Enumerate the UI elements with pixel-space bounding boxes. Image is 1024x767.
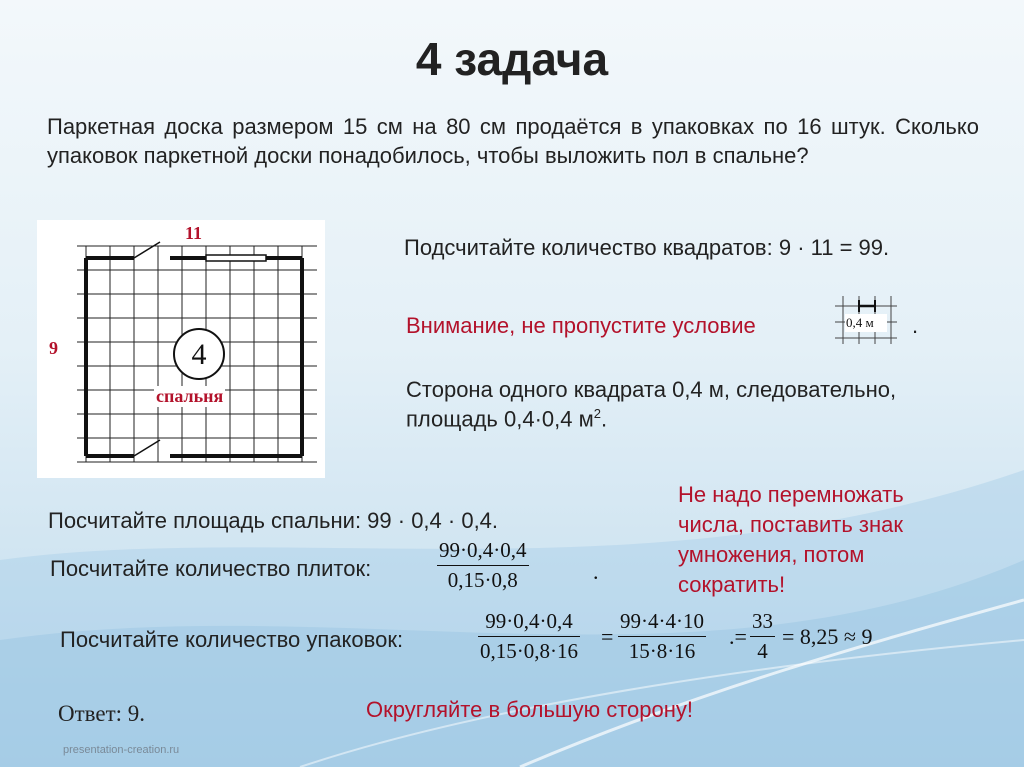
count-squares-text: Подсчитайте количество квадратов: 9 · 11 = 99. xyxy=(404,235,890,260)
tiles-step-end: . xyxy=(593,559,599,584)
packs-eq-1: = xyxy=(601,624,614,649)
plan-top-label: 11 xyxy=(185,223,203,243)
packs-fraction-3-num: 33 xyxy=(752,609,773,633)
slide-title: 4 задача xyxy=(415,33,609,85)
side-text-line2: площадь 0,4·0,4 $м^2$. xyxy=(406,406,608,432)
packs-fraction-3-den: 4 xyxy=(757,639,768,663)
packs-fraction-1 xyxy=(478,609,580,664)
footer-watermark: presentation-creation.ru xyxy=(63,744,180,756)
floor-plan xyxy=(37,220,325,478)
side-text-line1: Сторона одного квадрата 0,4 м, следовательно, xyxy=(406,377,897,402)
packs-fraction-2-den: 15·8·16 xyxy=(628,639,696,663)
packs-fraction-2-num: 99·4·4·10 xyxy=(620,609,704,633)
packs-fraction-1-num: 99·0,4·0,4 xyxy=(485,609,573,633)
packs-eq-2: .= xyxy=(729,624,747,649)
tiles-fraction xyxy=(437,538,529,593)
attention-text: Внимание, не пропустите условие xyxy=(406,313,756,338)
packs-result: = 8,25 ≈ 9 xyxy=(782,624,873,649)
plan-room-name: спальня xyxy=(156,386,224,406)
plan-side-label: 9 xyxy=(49,338,58,358)
scale-label: 0,4 м xyxy=(846,315,874,330)
packs-fraction-2 xyxy=(618,609,706,664)
packs-fraction-3 xyxy=(750,609,775,664)
attention-end: . xyxy=(912,313,919,338)
tiles-fraction-num: 99·0,4·0,4 xyxy=(439,538,527,562)
packs-step-label: Посчитайте количество упаковок: xyxy=(60,627,404,652)
plan-room-number: 4 xyxy=(191,338,207,371)
tip-round: Округляйте в большую сторону! xyxy=(366,697,693,722)
area-step: Посчитайте площадь спальни: 99 · 0,4 · 0,4. xyxy=(48,508,499,533)
tip-multiply: Не надо перемножать числа, поставить знак умножения, потом сократить! xyxy=(678,482,904,597)
tiles-fraction-den: 0,15·0,8 xyxy=(447,568,518,592)
tiles-step-label: Посчитайте количество плиток: xyxy=(50,556,372,581)
packs-fraction-1-den: 0,15·0,8·16 xyxy=(480,639,578,663)
answer: Ответ: 9. xyxy=(58,701,146,726)
scale-hint xyxy=(833,294,899,346)
problem-statement: Паркетная доска размером 15 см на 80 см продаётся в упаковках по 16 штук. Сколько упаковок паркетной доски понадобилось, чтобы выложить пол в спальне? xyxy=(47,114,979,168)
